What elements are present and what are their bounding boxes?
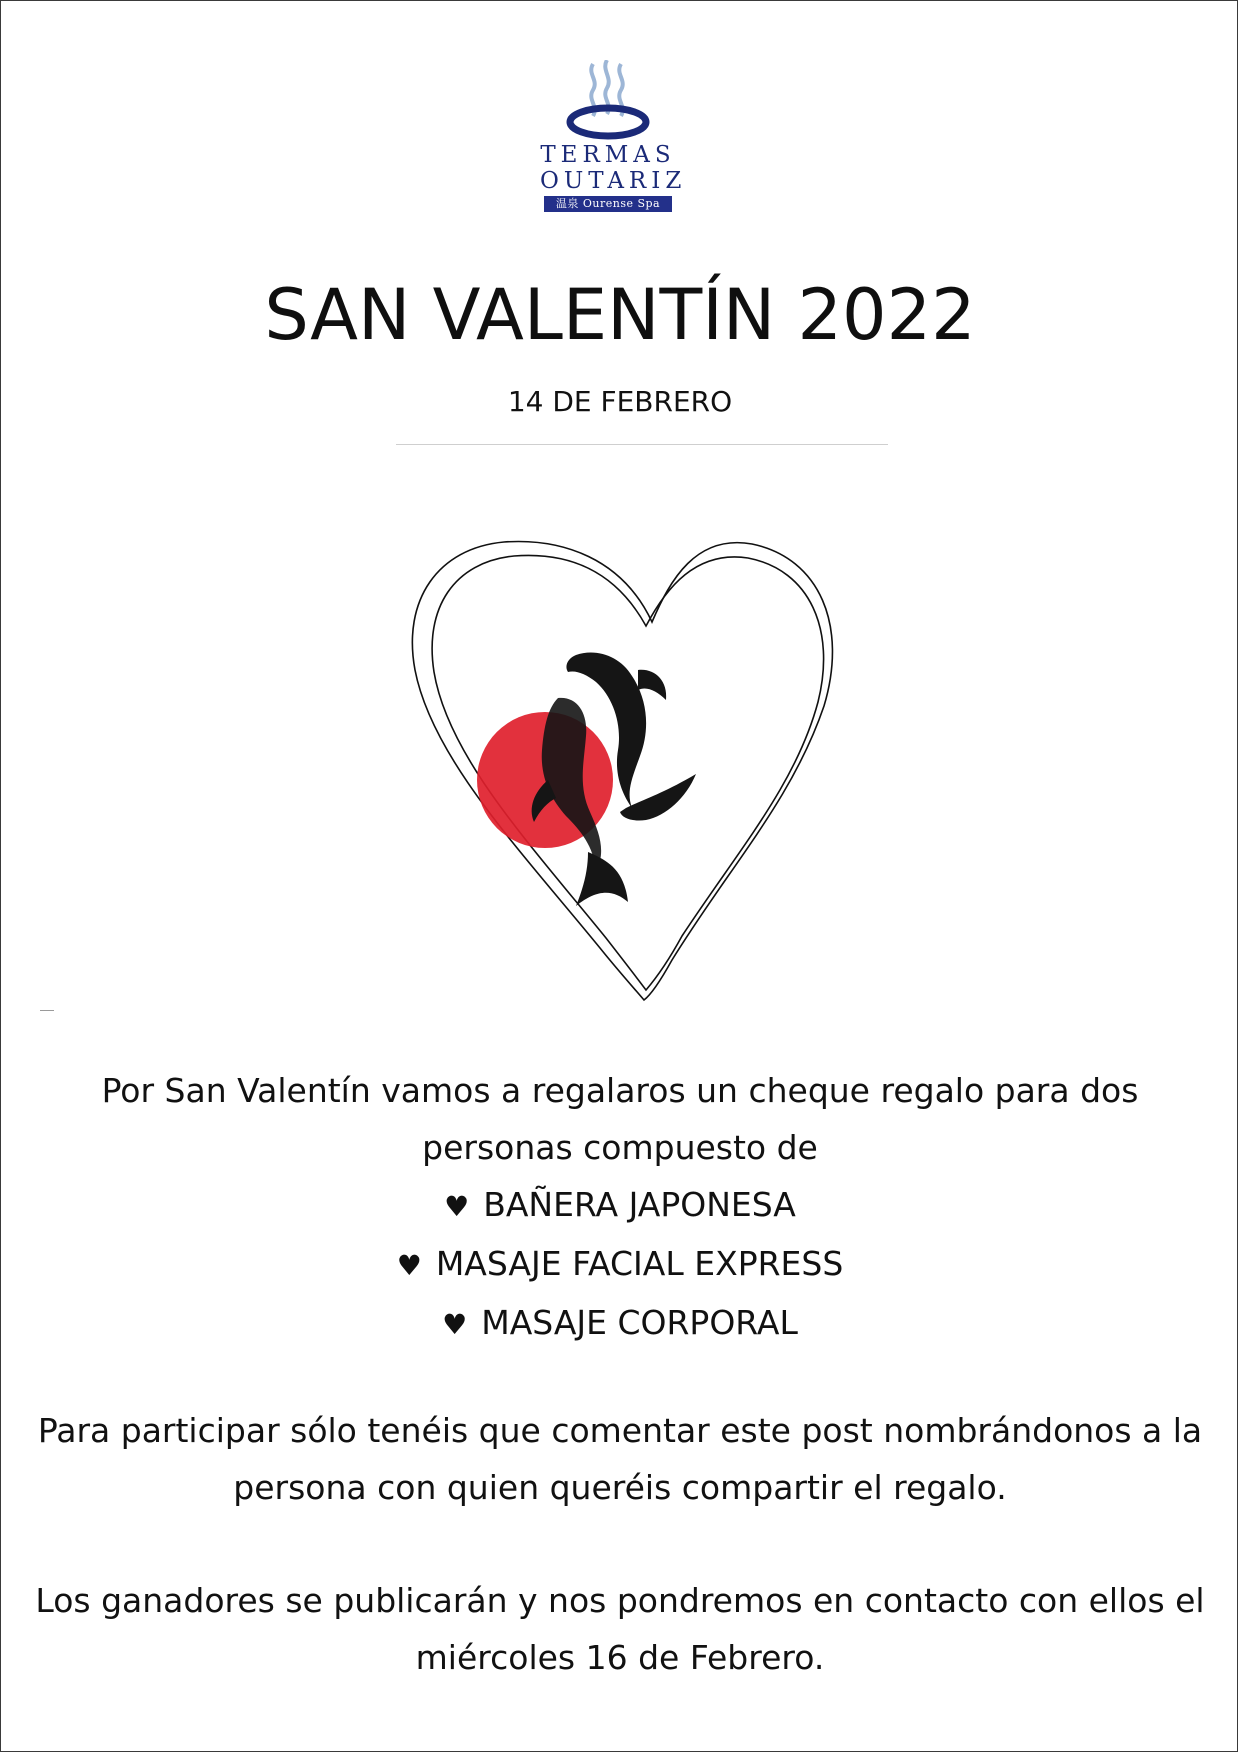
intro-paragraph: [30, 1062, 1210, 1176]
logo-line-outariz: OUTARIZ: [540, 168, 687, 194]
heart-with-koi-fish-icon: [400, 530, 880, 1020]
gift-item-label: BAÑERA JAPONESA: [483, 1185, 796, 1224]
participation-line-2: persona con quien queréis compartir el regalo.: [233, 1468, 1007, 1507]
intro-line-2: personas compuesto de: [422, 1128, 818, 1167]
hot-spring-icon: [563, 60, 653, 142]
event-date: 14 DE FEBRERO: [507, 385, 733, 418]
list-item: [30, 1235, 1210, 1294]
koi-tail-bottom: [576, 852, 628, 906]
gift-list: [30, 1176, 1210, 1353]
logo-line-termas: TERMAS: [540, 142, 676, 168]
list-item: [30, 1176, 1210, 1235]
participation-line-1: Para participar sólo tenéis que comentar este post nombrándonos a la: [37, 1411, 1203, 1450]
gift-item-label: MASAJE CORPORAL: [481, 1303, 798, 1342]
page-mark: [40, 1010, 54, 1011]
heart-bullet-icon: ♥: [444, 1190, 470, 1223]
page-title: SAN VALENTÍN 2022: [264, 274, 976, 356]
winners-line-2: miércoles 16 de Febrero.: [415, 1638, 825, 1677]
termas-outariz-logo: [540, 60, 687, 212]
winners-paragraph: [30, 1572, 1210, 1686]
heart-bullet-icon: ♥: [442, 1308, 468, 1341]
heart-bullet-icon: ♥: [396, 1249, 422, 1282]
logo-band-ourense-spa: 温泉 Ourense Spa: [544, 196, 672, 212]
participation-paragraph: [30, 1402, 1210, 1516]
divider: [396, 444, 888, 445]
gift-item-label: MASAJE FACIAL EXPRESS: [435, 1244, 844, 1283]
list-item: [30, 1294, 1210, 1353]
intro-line-1: Por San Valentín vamos a regalaros un cheque regalo para dos: [101, 1071, 1139, 1110]
koi-fin-top-right: [638, 670, 666, 700]
winners-line-1: Los ganadores se publicarán y nos pondremos en contacto con ellos el: [35, 1581, 1205, 1620]
